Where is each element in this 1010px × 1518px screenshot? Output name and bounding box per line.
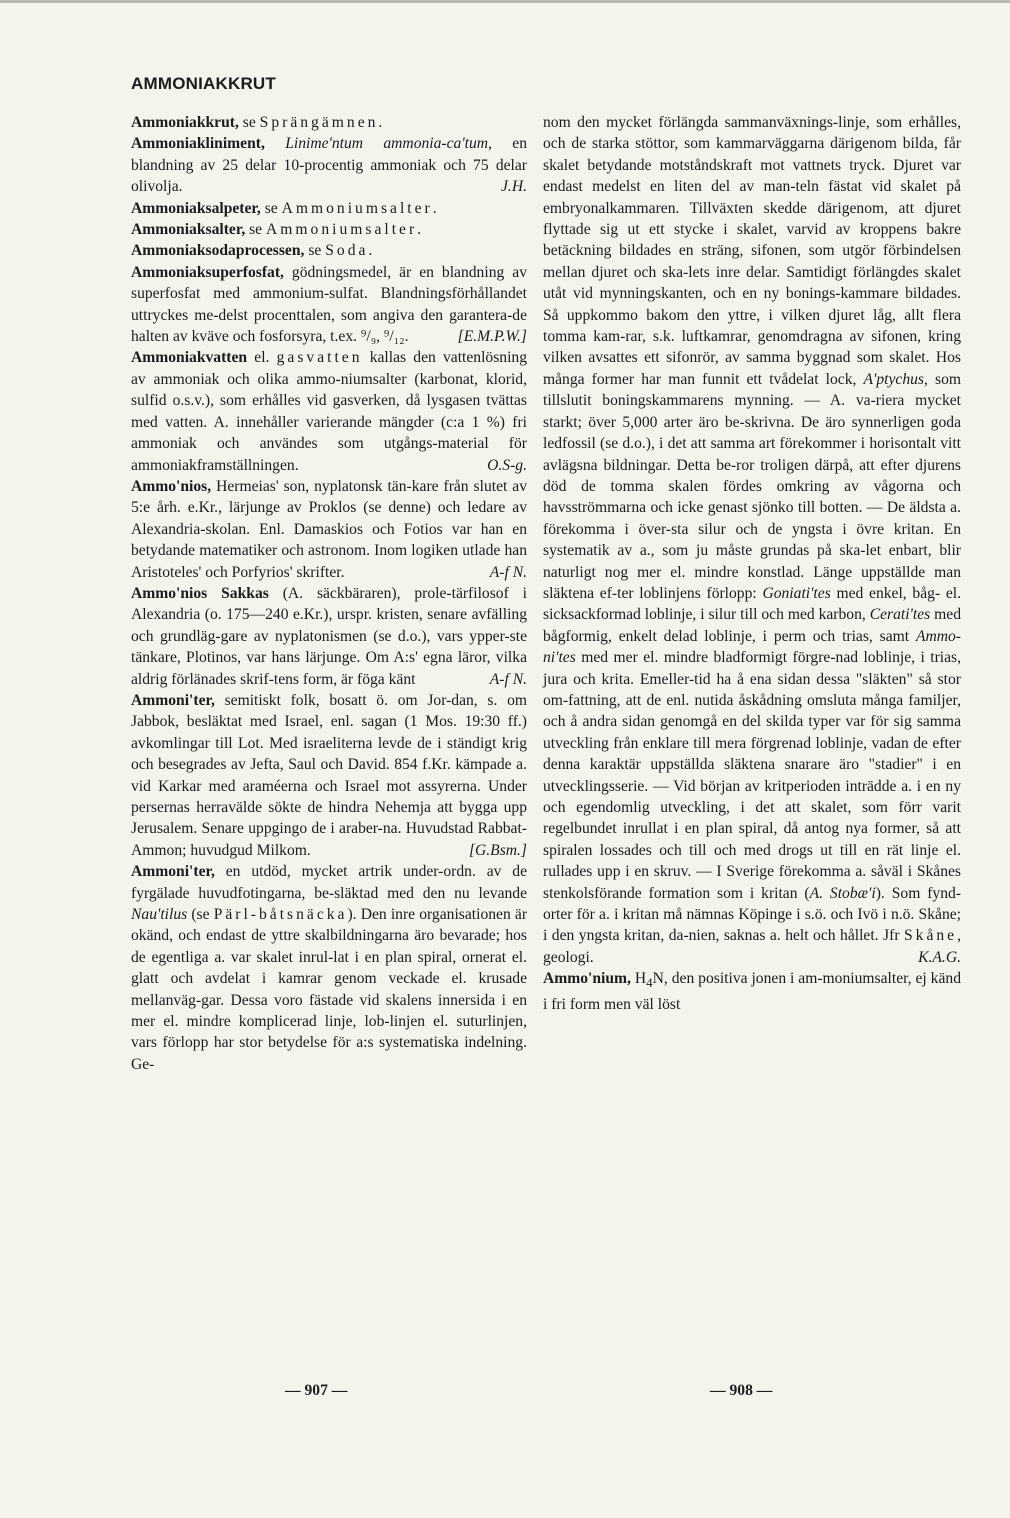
page-number-left: — 907 — bbox=[285, 1382, 348, 1399]
top-edge-line bbox=[0, 0, 1010, 3]
author-signature: O.S-g. bbox=[487, 456, 527, 474]
headword: Ammo'nios Sakkas bbox=[131, 584, 269, 602]
author-signature: A-f N. bbox=[489, 670, 527, 688]
left-entry: Ammoniakkrut, se Sprängämnen. bbox=[131, 114, 383, 131]
author-signature: A-f N. bbox=[489, 563, 527, 581]
right-entry bbox=[543, 112, 961, 968]
left-entry: Ammoni'ter, semitiskt folk, bosatt ö. om Jor-dan, s. om Jabbok, besläktat med Israel, enl. sagan (1 Mos. 19:30 ff.) avkomlingar till Lot. Med israeliterna levde de i ständigt krig och besegrades av Jefta, Saul och David. 854 f.Kr. kämpade a. vid Karkar med araméerna och Israel mot assyrerna. Under persernas herravälde sökte de hindra Nehemja att bygga upp Jerusalem. Senare uppgingo de i araber-na. Huvudstad Rabbat-Ammon; huvudgud Milkom. [G.Bsm.] bbox=[131, 690, 527, 861]
headword: Ammoniaksalpeter, bbox=[131, 199, 261, 217]
headword: Ammoniakliniment, bbox=[131, 135, 265, 153]
author-signature: J.H. bbox=[501, 178, 527, 196]
left-column bbox=[131, 112, 527, 1075]
headword: Ammoniaksodaprocessen, bbox=[131, 242, 305, 260]
headword: Ammo'nium, bbox=[543, 970, 631, 988]
entry-text: Linime'ntum ammonia-ca'tum, en blandning av 25 delar 10-procentig ammoniak och 75 delar olivolja. bbox=[131, 135, 528, 196]
cross-reference: Ammoniumsalter bbox=[266, 221, 418, 239]
author-signature: [E.M.P.W.] bbox=[457, 328, 527, 346]
running-header: AMMONIAKKRUT bbox=[131, 74, 276, 93]
left-entry: Ammoniaksodaprocessen, se Soda. bbox=[131, 242, 373, 260]
author-signature: K.A.G. bbox=[918, 948, 961, 966]
entry-text: en utdöd, mycket artrik under-ordn. av de fyrgälade huvudfotingarna, be-släktad med den nu levande Nau'tilus (se Pärl-båtsnäcka). Den inre organisationen är okänd, och endast de yttre skalbildningarna äro bevarade; hos de egentliga a. var skalet inrul-lat i en plan spiral, ornerat el. glatt och avdelat i kamrar genom veckade el. krusade mellanväg-gar. Dessa voro fästade vid skalens innersida i en mer el. mindre komplicerad linje, lob-linjen el. suturlinjen, vars förlopp har stor betydelse för a:s systematiska indelning. Ge- bbox=[131, 863, 528, 1073]
left-entry: Ammoniaksalpeter, se Ammoniumsalter. bbox=[131, 199, 437, 217]
left-entry bbox=[131, 861, 527, 1075]
page-number-right: — 908 — bbox=[710, 1382, 773, 1399]
left-entry bbox=[131, 133, 527, 197]
headword: Ammoniaksalter, bbox=[131, 221, 246, 239]
cross-reference: gasvatten bbox=[276, 349, 363, 367]
headword: Ammoni'ter, bbox=[131, 863, 215, 881]
headword: Ammoni'ter, bbox=[131, 691, 215, 709]
left-entry: Ammo'nios Sakkas (A. säckbäraren), prole-tärfilosof i Alexandria (o. 175—240 e.Kr.), urspr. kristen, senare avfälling och grundläg-gare av nyplatonismen (se d.o.), vars ypper-ste tänkare, Plotinos, var hans lärjunge. Om A:s' egna läror, vilka aldrig förlänades skrif-tens form, är föga känt A-f N. bbox=[131, 583, 527, 690]
headword: Ammoniakkrut, bbox=[131, 114, 239, 131]
left-entry: Ammo'nios, Hermeias' son, nyplatonsk tän-kare från slutet av 5:e årh. e.Kr., lärjunge av Proklos (se denne) och ledare av Alexandria-skolan. Enl. Damaskios och Fotios var han en betydande matematiker och astronom. Inom logiken utlade han Aristoteles' och Porfyrios' skrifter. A-f N. bbox=[131, 476, 527, 583]
entry-text: nom den mycket förlängda sammanväxnings-linje, som erhålles, och de starka stöttor, som kammarväggarna därigenom bilda, får skalet betydande motståndskraft mot vattnets tryck. Djuret var endast medelst en liten del av man-teln fästat vid skalet på embryonalkammaren. Tillväxten skedde därigenom, att djuret flyttade sig ut ett stycke i skalet, varvid av kroppens bakre betäckning bildades en sträng, sifonen, som utgör förbindelsen mellan djuret och ska-lets inre delar. Samtidigt förlängdes skalet utåt vid mynningskanten, och en ny bonings-kammare bildades. Så uppkommo bakom den yttre, i vilken djuret låg, allt flera tomma kam-rar, s.k. luftkamrar, genomdragna av sifonen, kring vilken avsattes ett sifonrör, av samma byggnad som skalet. Hos många former har man funnit ett tvådelat lock, A'ptychus, som tillslutit boningskammarens mynning. — A. va-riera mycket starkt; över 5,000 arter äro be-skrivna. De äro synnerligen goda ledfossil (se d.o.), i det att samma art förekommer i horisontalt vitt avlägsna bildningar. Detta be-ror troligen därpå, att efter djurens död de tomma skalen fördes omkring av vågorna och havsströmmarna och icke genast sjönko till botten. — De äldsta a. förekomma i över-sta silur och de yngsta i övre kritan. En systematik av a., som ju måste grundas på ska-let enbart, blir naturligt nog mer el. mindre konstlad. Länge uppställde man släktena ef-ter loblinjens förlopp: Goniati'tes med enkel, båg- el. sicksackformad loblinje, i silur till och med karbon, Cerati'tes med bågformig, enkelt delad loblinje, i perm och trias, samt Ammo-ni'tes med mer el. mindre bladformigt förgre-nad loblinje, i trias, jura och krita. Emeller-tid ha å ena sidan dessa "släkten" så stor om-fattning, att de enl. nutida åskådning omsluta många familjer, och å andra sidan genomgå en del skilda typer var för sig samma utveckling från enklare till mera förgrenad loblinje, vadan de efter denna karaktär uppställda släktena snarare äro "stadier" i en utvecklingsserie. — Vid början av kritperioden inträdde a. i en ny och egendomlig utveckling, i det att skalet, som förr varit regelbundet inrullat i en plan spiral, då antog nya former, så att spiralen lossades och till och med drogs ut till en rät linje el. rullades upp i en skruv. — I Sverige förekomma a. såväl i Skånes stenkolsförande formation som i kritan (A. Stobæ'i). Som fynd-orter för a. i kritan må nämnas Köpinge i s.ö. och Ivö i n.ö. Skåne; i den yngsta kritan, da-nien, saknas a. helt och hållet. Jfr Skåne, geologi. bbox=[543, 114, 961, 966]
headword: Ammoniaksuperfosfat, bbox=[131, 263, 284, 281]
right-column bbox=[543, 112, 961, 1015]
headword: Ammoniakvatten bbox=[131, 349, 248, 367]
author-signature: [G.Bsm.] bbox=[468, 841, 527, 859]
cross-reference: Soda bbox=[325, 242, 369, 260]
cross-reference: Sprängämnen bbox=[259, 114, 379, 131]
left-entry: Ammoniaksuperfosfat, gödningsmedel, är en blandning av superfosfat med ammonium-sulfat. Blandningsförhållandet uttryckes me-delst procenttalen, som angiva den garantera-de halten av kväve och fosforsyra, t.ex. ⁹/₉, ⁹/₁₂. [E.M.P.W.] bbox=[131, 262, 527, 348]
left-entry: Ammoniaksalter, se Ammoniumsalter. bbox=[131, 221, 422, 239]
cross-reference: Ammoniumsalter bbox=[281, 199, 433, 217]
left-entry: Ammoniakvatten el. gasvatten kallas den vattenlösning av ammoniak och olika ammo-niumsalter (karbonat, klorid, sulfid o.s.v.), som erhålles vid gasverken, då lysgasen tvättas med vatten. A. innehåller varierande mängder (c:a 1 %) fri ammoniak och användes som utgångs-material för ammoniakframställningen. O.S-g. bbox=[131, 347, 527, 475]
right-entry bbox=[543, 968, 961, 1015]
entry-text: $H_4N$, den positiva jonen i am-moniumsalter, ej känd i fri form men väl löst bbox=[543, 970, 961, 1013]
headword: Ammo'nios, bbox=[131, 477, 212, 495]
